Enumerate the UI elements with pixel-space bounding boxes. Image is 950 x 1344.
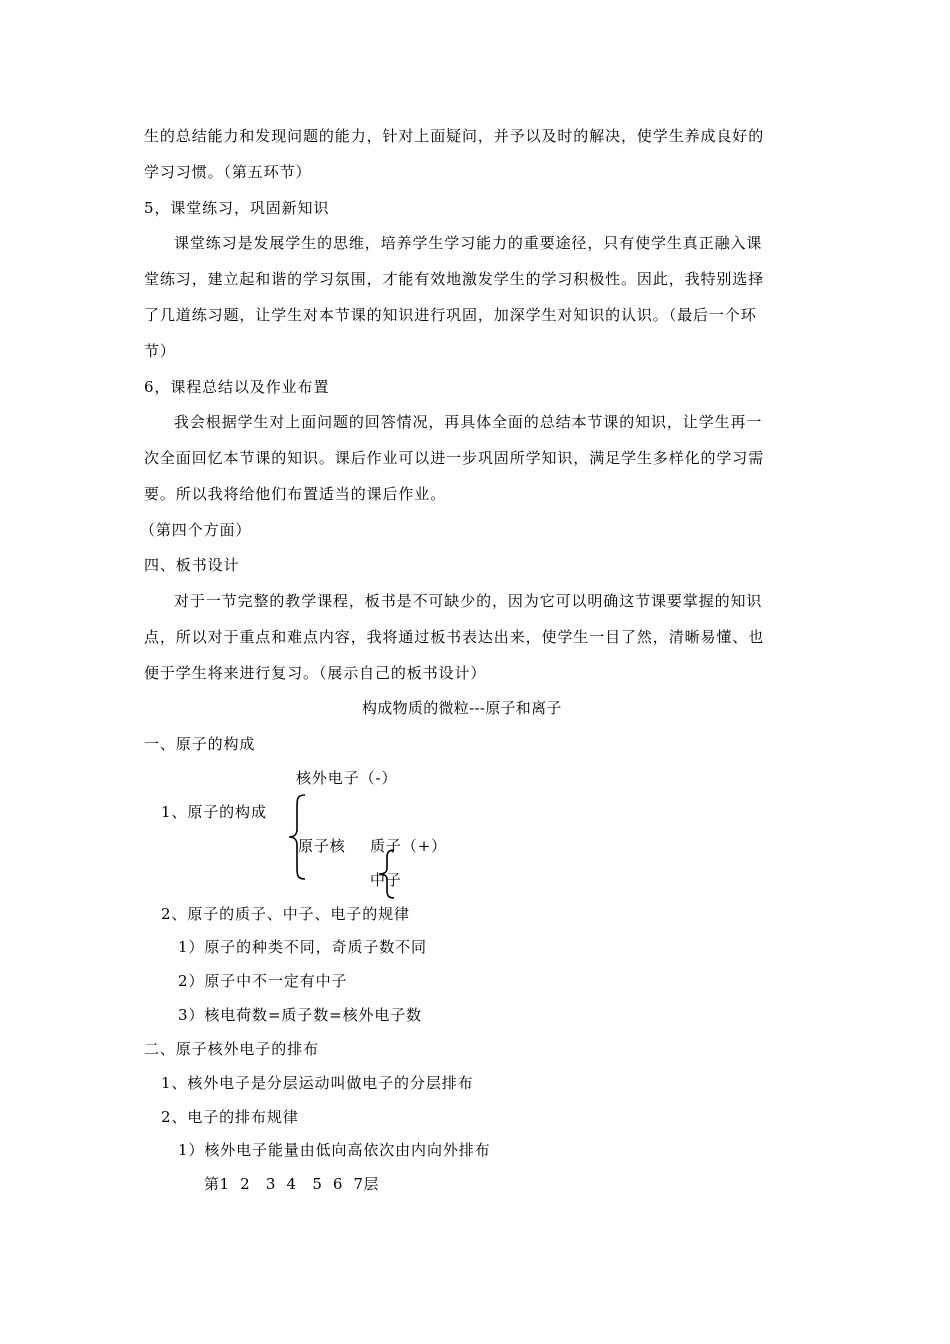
board-title: 构成物质的微粒---原子和离子 [362,699,562,717]
paragraph-line: 对于一节完整的教学课程，板书是不可缺少的，因为它可以明确这节课要掌握的知识 [174,592,763,610]
board-rule: 3）核电荷数=质子数=核外电子数 [178,1006,423,1024]
section4-heading: 四、板书设计 [144,556,240,574]
board-part2-item2: 2、电子的排布规律 [161,1108,299,1126]
board-part2-heading: 二、原子核外电子的排布 [144,1040,319,1058]
board-rule: 2）原子中不一定有中子 [178,972,348,990]
step5-heading: 5，课堂练习，巩固新知识 [144,199,330,217]
aspect-note: （第四个方面） [140,521,252,539]
paragraph-line: 次全面回忆本节课的知识。课后作业可以进一步巩固所学知识，满足学生多样化的学习需 [144,449,765,467]
paragraph-line: 了几道练习题，让学生对本节课的知识进行巩固，加深学生对知识的认识。（最后一个环 [144,306,757,324]
board-item1: 1、原子的构成 [161,803,267,821]
board-part2-item1: 1、核外电子是分层运动叫做电子的分层排布 [161,1074,474,1092]
board-neutron-label: 中子 [370,871,402,889]
board-part2-rule1: 1）核外电子能量由低向高依次由内向外排布 [178,1141,491,1159]
board-layers: 第1 2 3 4 5 6 7层 [204,1175,380,1193]
step6-heading: 6，课程总结以及作业布置 [144,378,330,396]
board-item2: 2、原子的质子、中子、电子的规律 [161,905,410,923]
paragraph-line: 课堂练习是发展学生的思维，培养学生学习能力的重要途径，只有使学生真正融入课 [174,234,763,252]
paragraph-line: 便于学生将来进行复习。（展示自己的板书设计） [144,664,487,682]
board-part1-heading: 一、原子的构成 [144,735,256,753]
paragraph-line: 要。所以我将给他们布置适当的课后作业。 [144,485,447,503]
paragraph-line: 点，所以对于重点和难点内容，我将通过板书表达出来，使学生一目了然，清晰易懂、也 [144,628,765,646]
paragraph-line: 学习习惯。（第五环节） [144,163,312,181]
paragraph-line: 我会根据学生对上面问题的回答情况，再具体全面的总结本节课的知识，让学生再一 [174,413,763,431]
board-proton-label: 质子（+） [370,837,448,855]
paragraph-line: 生的总结能力和发现问题的能力，针对上面疑问，并予以及时的解决，使学生养成良好的 [144,127,765,145]
board-electron-label: 核外电子（-） [296,769,398,787]
paragraph-line: 堂练习，建立起和谐的学习氛围，才能有效地激发学生的学习积极性。因此，我特别选择 [144,270,765,288]
paragraph-line: 节） [144,342,176,360]
board-rule: 1）原子的种类不同，奇质子数不同 [178,938,427,956]
board-nucleus-label: 原子核 [298,837,346,855]
